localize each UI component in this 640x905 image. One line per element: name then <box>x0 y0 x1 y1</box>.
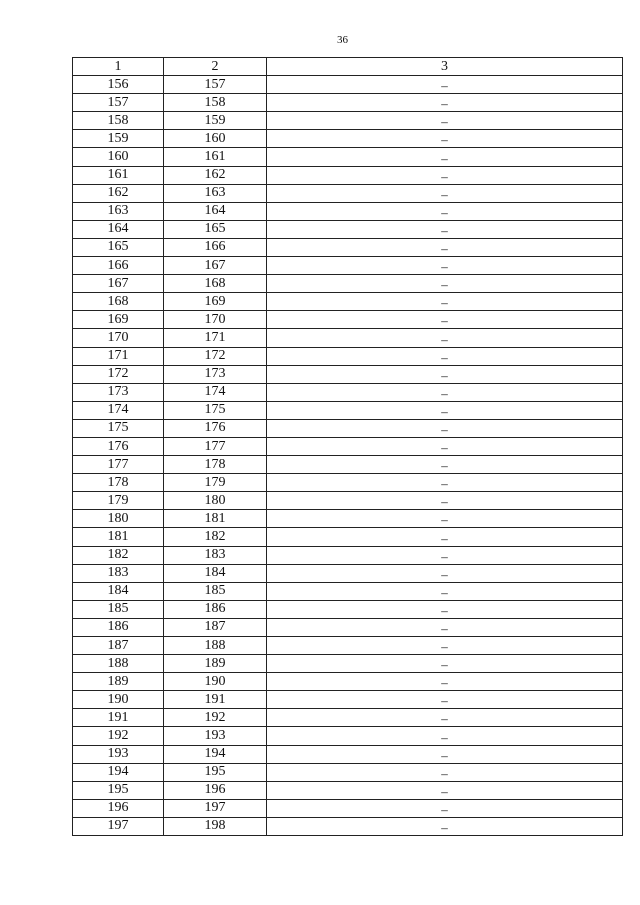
table-row <box>73 781 623 799</box>
table-cell-col-1: 193 <box>73 745 164 763</box>
table-cell-col-3: – <box>267 600 623 618</box>
page-number: 36 <box>337 34 348 46</box>
table-cell-col-3: – <box>267 293 623 311</box>
table-cell-col-3: – <box>267 763 623 781</box>
table-row <box>73 311 623 329</box>
table-cell-col-2: 172 <box>164 347 267 365</box>
table-cell-col-3: – <box>267 383 623 401</box>
table-cell-col-3: – <box>267 817 623 835</box>
table-cell-col-1: 171 <box>73 347 164 365</box>
data-table <box>72 57 623 836</box>
table-row <box>73 727 623 745</box>
table-cell-col-1: 192 <box>73 727 164 745</box>
table-cell-col-1: 157 <box>73 94 164 112</box>
table-cell-col-2: 184 <box>164 564 267 582</box>
header-row <box>73 58 623 76</box>
table-cell-col-2: 163 <box>164 184 267 202</box>
table-cell-col-2: 192 <box>164 709 267 727</box>
table-cell-col-3: – <box>267 510 623 528</box>
table-row <box>73 419 623 437</box>
table-cell-col-3: – <box>267 727 623 745</box>
table-cell-col-1: 182 <box>73 546 164 564</box>
table-cell-col-1: 178 <box>73 474 164 492</box>
table-cell-col-2: 164 <box>164 202 267 220</box>
table-cell-col-2: 178 <box>164 456 267 474</box>
table-cell-col-3: – <box>267 655 623 673</box>
table-cell-col-2: 181 <box>164 510 267 528</box>
table-row <box>73 76 623 94</box>
table-cell-col-2: 175 <box>164 401 267 419</box>
table-cell-col-1: 196 <box>73 799 164 817</box>
table-row <box>73 202 623 220</box>
table-cell-col-1: 184 <box>73 582 164 600</box>
table-cell-col-2: 158 <box>164 94 267 112</box>
table-cell-col-3: – <box>267 347 623 365</box>
table-row <box>73 94 623 112</box>
table-cell-col-2: 186 <box>164 600 267 618</box>
table-row <box>73 184 623 202</box>
table-cell-col-2: 170 <box>164 311 267 329</box>
table-row <box>73 817 623 835</box>
table-cell-col-2: 177 <box>164 437 267 455</box>
table-cell-col-1: 185 <box>73 600 164 618</box>
table-cell-col-2: 180 <box>164 492 267 510</box>
table-row <box>73 347 623 365</box>
table-cell-col-2: 198 <box>164 817 267 835</box>
table-cell-col-1: 180 <box>73 510 164 528</box>
table-cell-col-1: 173 <box>73 383 164 401</box>
table-cell-col-1: 160 <box>73 148 164 166</box>
table-cell-col-1: 186 <box>73 618 164 636</box>
table-cell-col-3: – <box>267 673 623 691</box>
table-cell-col-2: 194 <box>164 745 267 763</box>
table-cell-col-1: 167 <box>73 275 164 293</box>
table-cell-col-1: 169 <box>73 311 164 329</box>
table-cell-col-2: 160 <box>164 130 267 148</box>
table-cell-col-2: 171 <box>164 329 267 347</box>
table-cell-col-2: 169 <box>164 293 267 311</box>
table-cell-col-2: 196 <box>164 781 267 799</box>
table-cell-col-3: – <box>267 238 623 256</box>
table-row <box>73 293 623 311</box>
table-cell-col-1: 181 <box>73 528 164 546</box>
table-row <box>73 148 623 166</box>
table-cell-col-1: 197 <box>73 817 164 835</box>
column-header-2: 2 <box>164 58 267 76</box>
table-cell-col-1: 175 <box>73 419 164 437</box>
table-cell-col-3: – <box>267 582 623 600</box>
table-row <box>73 401 623 419</box>
table-cell-col-1: 174 <box>73 401 164 419</box>
table-cell-col-2: 179 <box>164 474 267 492</box>
table-row <box>73 329 623 347</box>
table-cell-col-3: – <box>267 745 623 763</box>
table-cell-col-2: 197 <box>164 799 267 817</box>
table-cell-col-1: 194 <box>73 763 164 781</box>
table-body <box>73 76 623 836</box>
table-cell-col-1: 177 <box>73 456 164 474</box>
table-cell-col-3: – <box>267 275 623 293</box>
table-cell-col-3: – <box>267 492 623 510</box>
table-header <box>73 58 623 76</box>
table-row <box>73 166 623 184</box>
table-cell-col-2: 161 <box>164 148 267 166</box>
table-row <box>73 474 623 492</box>
table-cell-col-1: 190 <box>73 691 164 709</box>
table-cell-col-1: 161 <box>73 166 164 184</box>
table-cell-col-3: – <box>267 709 623 727</box>
table-cell-col-1: 165 <box>73 238 164 256</box>
table-cell-col-2: 166 <box>164 238 267 256</box>
table-row <box>73 564 623 582</box>
table-cell-col-2: 174 <box>164 383 267 401</box>
table-row <box>73 456 623 474</box>
table-cell-col-2: 162 <box>164 166 267 184</box>
table-cell-col-3: – <box>267 546 623 564</box>
table-cell-col-3: – <box>267 148 623 166</box>
table-cell-col-2: 167 <box>164 257 267 275</box>
table-row <box>73 528 623 546</box>
table-row <box>73 130 623 148</box>
table-cell-col-3: – <box>267 474 623 492</box>
table-row <box>73 745 623 763</box>
table-cell-col-2: 195 <box>164 763 267 781</box>
table-cell-col-3: – <box>267 112 623 130</box>
table-row <box>73 365 623 383</box>
table-cell-col-3: – <box>267 184 623 202</box>
table-cell-col-1: 158 <box>73 112 164 130</box>
table-cell-col-1: 191 <box>73 709 164 727</box>
table-row <box>73 618 623 636</box>
table-row <box>73 437 623 455</box>
table-cell-col-1: 159 <box>73 130 164 148</box>
table-cell-col-3: – <box>267 564 623 582</box>
table-cell-col-3: – <box>267 76 623 94</box>
table-row <box>73 492 623 510</box>
table-cell-col-3: – <box>267 528 623 546</box>
table-cell-col-3: – <box>267 166 623 184</box>
table-row <box>73 763 623 781</box>
table-row <box>73 510 623 528</box>
table-row <box>73 709 623 727</box>
table-row <box>73 112 623 130</box>
table-cell-col-1: 187 <box>73 637 164 655</box>
table-row <box>73 546 623 564</box>
table-cell-col-1: 170 <box>73 329 164 347</box>
table-cell-col-2: 168 <box>164 275 267 293</box>
table-cell-col-2: 173 <box>164 365 267 383</box>
table-cell-col-2: 187 <box>164 618 267 636</box>
table-cell-col-3: – <box>267 130 623 148</box>
table-cell-col-2: 183 <box>164 546 267 564</box>
table-cell-col-1: 179 <box>73 492 164 510</box>
table-row <box>73 220 623 238</box>
table-cell-col-2: 188 <box>164 637 267 655</box>
table-cell-col-2: 191 <box>164 691 267 709</box>
table-cell-col-2: 159 <box>164 112 267 130</box>
table-cell-col-2: 190 <box>164 673 267 691</box>
table-cell-col-2: 189 <box>164 655 267 673</box>
table-cell-col-3: – <box>267 637 623 655</box>
table-cell-col-3: – <box>267 691 623 709</box>
table-cell-col-1: 168 <box>73 293 164 311</box>
table-cell-col-2: 176 <box>164 419 267 437</box>
table-row <box>73 238 623 256</box>
table-cell-col-2: 157 <box>164 76 267 94</box>
table-row <box>73 637 623 655</box>
table-row <box>73 275 623 293</box>
table-cell-col-1: 156 <box>73 76 164 94</box>
table-cell-col-3: – <box>267 419 623 437</box>
table-row <box>73 582 623 600</box>
table-row <box>73 655 623 673</box>
table-cell-col-3: – <box>267 220 623 238</box>
table-cell-col-1: 195 <box>73 781 164 799</box>
column-header-1: 1 <box>73 58 164 76</box>
table-cell-col-1: 183 <box>73 564 164 582</box>
table-cell-col-1: 188 <box>73 655 164 673</box>
table-cell-col-2: 193 <box>164 727 267 745</box>
table-cell-col-3: – <box>267 329 623 347</box>
table-row <box>73 673 623 691</box>
table-cell-col-2: 182 <box>164 528 267 546</box>
table-cell-col-3: – <box>267 94 623 112</box>
table-cell-col-2: 185 <box>164 582 267 600</box>
table-row <box>73 383 623 401</box>
table-row <box>73 691 623 709</box>
table-cell-col-3: – <box>267 799 623 817</box>
table-cell-col-1: 176 <box>73 437 164 455</box>
table-cell-col-3: – <box>267 781 623 799</box>
table-cell-col-1: 162 <box>73 184 164 202</box>
table-cell-col-1: 172 <box>73 365 164 383</box>
table-row <box>73 799 623 817</box>
table-cell-col-2: 165 <box>164 220 267 238</box>
table-cell-col-3: – <box>267 401 623 419</box>
table-cell-col-3: – <box>267 311 623 329</box>
table-cell-col-3: – <box>267 257 623 275</box>
table-row <box>73 257 623 275</box>
table-row <box>73 600 623 618</box>
table-cell-col-3: – <box>267 365 623 383</box>
table-cell-col-3: – <box>267 618 623 636</box>
table-cell-col-1: 189 <box>73 673 164 691</box>
column-header-3: 3 <box>267 58 623 76</box>
table-cell-col-3: – <box>267 202 623 220</box>
table-cell-col-1: 163 <box>73 202 164 220</box>
table-cell-col-3: – <box>267 437 623 455</box>
table-cell-col-1: 164 <box>73 220 164 238</box>
table-cell-col-1: 166 <box>73 257 164 275</box>
table-cell-col-3: – <box>267 456 623 474</box>
